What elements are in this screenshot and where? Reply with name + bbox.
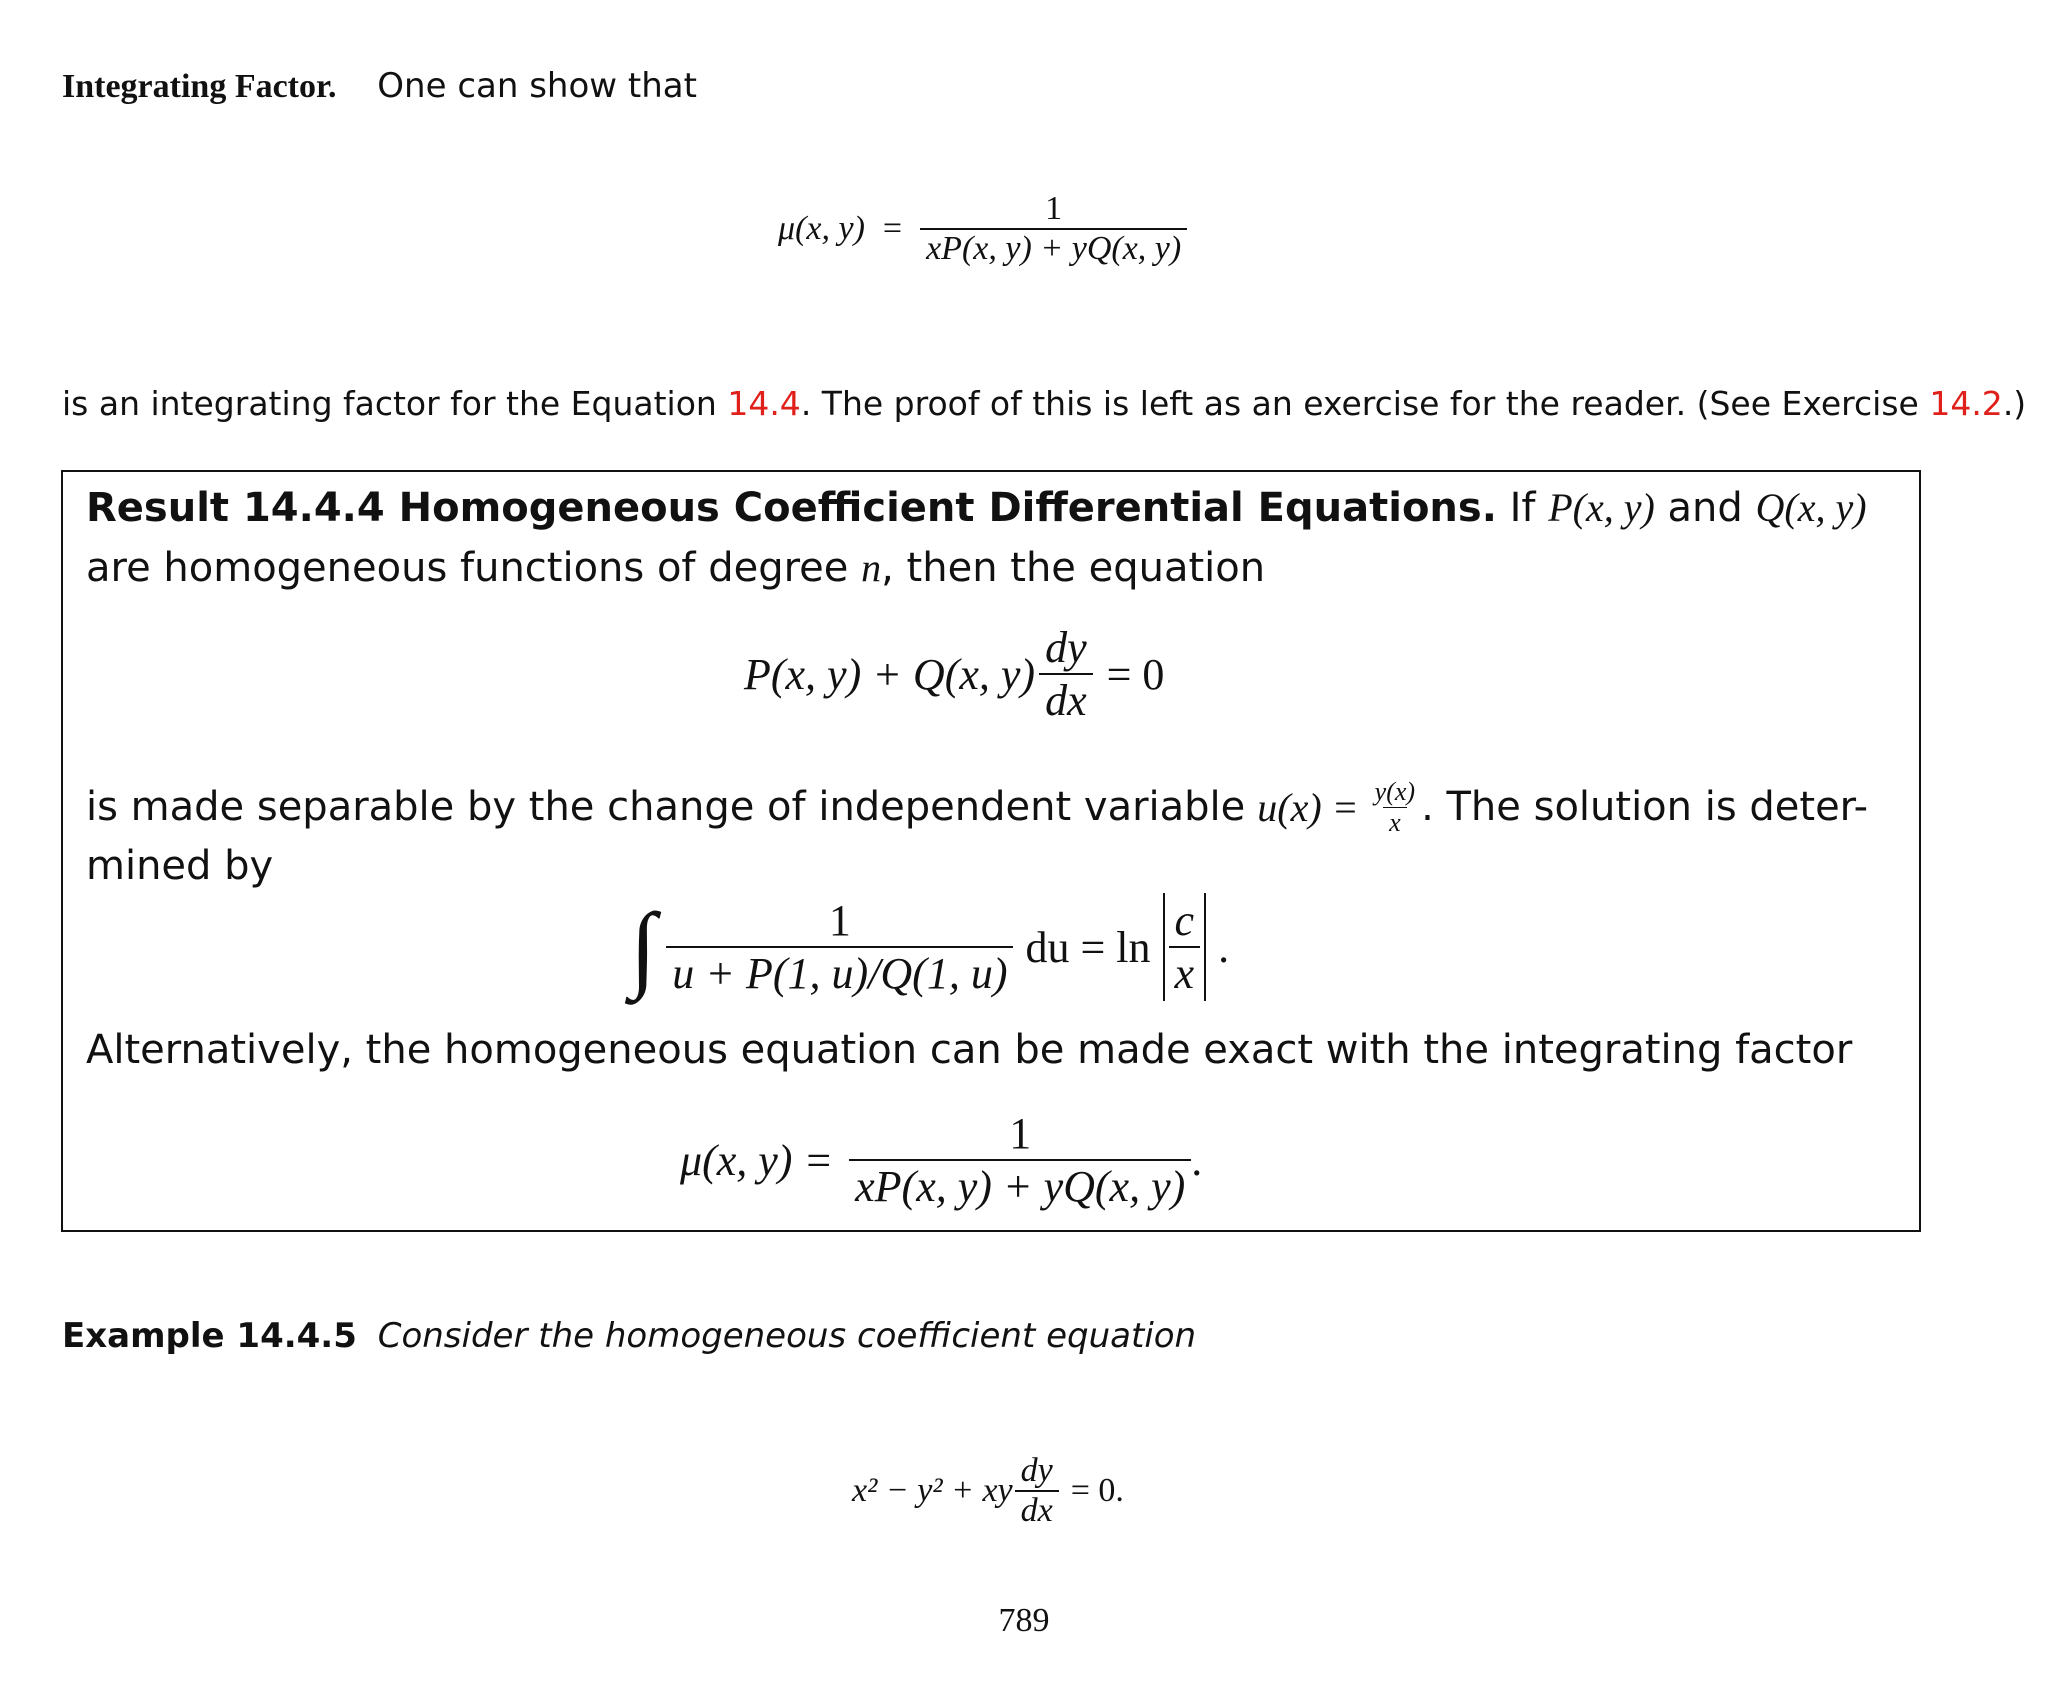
intro-heading: Integrating Factor. [62, 68, 337, 105]
equation-ref-link[interactable]: 14.4 [727, 384, 801, 423]
ode-lhs: P(x, y) + Q(x, y) [744, 649, 1036, 699]
mu-lhs: μ(x, y) = [680, 1135, 834, 1185]
result-Q: Q(x, y) [1755, 485, 1867, 530]
para1-text-c: .) [2002, 384, 2027, 423]
result-line2-b: , then the equation [881, 545, 1266, 591]
eq1-equals: = [882, 210, 903, 247]
eq1-denominator: xP(x, y) + yQ(x, y) [920, 228, 1187, 268]
abs-numerator: c [1174, 896, 1195, 945]
eq1-numerator: 1 [1045, 190, 1063, 227]
result-line-2 [86, 538, 1265, 598]
equation-mu-box [680, 1108, 1202, 1212]
ode-numerator: dy [1045, 623, 1087, 672]
para1-text-a: is an integrating factor for the Equation [62, 384, 717, 423]
example-eq-numerator: dy [1020, 1452, 1053, 1489]
alt-text: Alternatively, the homogeneous equation can be made exact with the integrating factor [86, 1027, 1853, 1073]
result-separable-line [86, 776, 1868, 838]
integral-numerator: 1 [828, 896, 851, 945]
integral-sign: ∫ [630, 893, 657, 1000]
example-label: Example 14.4.5 [62, 1316, 357, 1356]
result-title: Result 14.4.4 Homogeneous Coefficient Differential Equations. [86, 485, 1497, 531]
paragraph-integrating-factor [62, 384, 2026, 423]
equation-integrating-factor [778, 190, 1187, 268]
absolute-value [1163, 893, 1207, 1001]
equation-ode [744, 622, 1164, 726]
sep-text-a: is made separable by the change of independent variable [86, 784, 1246, 830]
abs-denominator: x [1169, 946, 1201, 999]
result-line-1 [86, 478, 1867, 538]
example-eq-denominator: dx [1015, 1490, 1059, 1530]
integral-period: . [1218, 922, 1230, 972]
u-substitution-lhs: u(x) = [1257, 784, 1359, 830]
eq1-lhs: μ(x, y) [778, 210, 865, 247]
ode-denominator: dx [1039, 673, 1093, 726]
result-mined-line [86, 836, 273, 896]
intro-line [62, 66, 697, 106]
example-eq-rhs: = 0. [1070, 1472, 1124, 1509]
result-degree-n: n [861, 545, 882, 590]
example-eq-lhs: x² − y² + xy [852, 1472, 1013, 1509]
u-denominator: x [1383, 807, 1407, 838]
result-alternative-line [86, 1020, 1852, 1080]
integral-rhs: du = ln [1025, 922, 1151, 972]
page-number: 789 [998, 1602, 1050, 1639]
result-line1-b: and [1667, 485, 1743, 531]
mu-period: . [1191, 1135, 1203, 1185]
para1-text-b: . The proof of this is left as an exercise for the reader. (See Exercise [800, 384, 1919, 423]
mu-numerator: 1 [1009, 1109, 1032, 1158]
mu-denominator: xP(x, y) + yQ(x, y) [849, 1159, 1191, 1212]
sep-text-c: mined by [86, 843, 274, 889]
u-numerator: y(x) [1374, 776, 1416, 806]
exercise-ref-link[interactable]: 14.2 [1929, 384, 2003, 423]
result-line1-a: If [1509, 485, 1536, 531]
example-text: Consider the homogeneous coefficient equation [377, 1316, 1197, 1356]
equation-example [852, 1452, 1124, 1530]
equation-integral [630, 892, 1229, 1002]
ode-rhs: = 0 [1106, 649, 1165, 699]
result-line2-a: are homogeneous functions of degree [86, 545, 849, 591]
result-P: P(x, y) [1548, 485, 1655, 530]
integral-denominator: u + P(1, u)/Q(1, u) [666, 946, 1013, 999]
intro-text: One can show that [377, 66, 697, 106]
sep-text-b: . The solution is deter- [1421, 784, 1868, 830]
example-line [62, 1316, 1196, 1356]
